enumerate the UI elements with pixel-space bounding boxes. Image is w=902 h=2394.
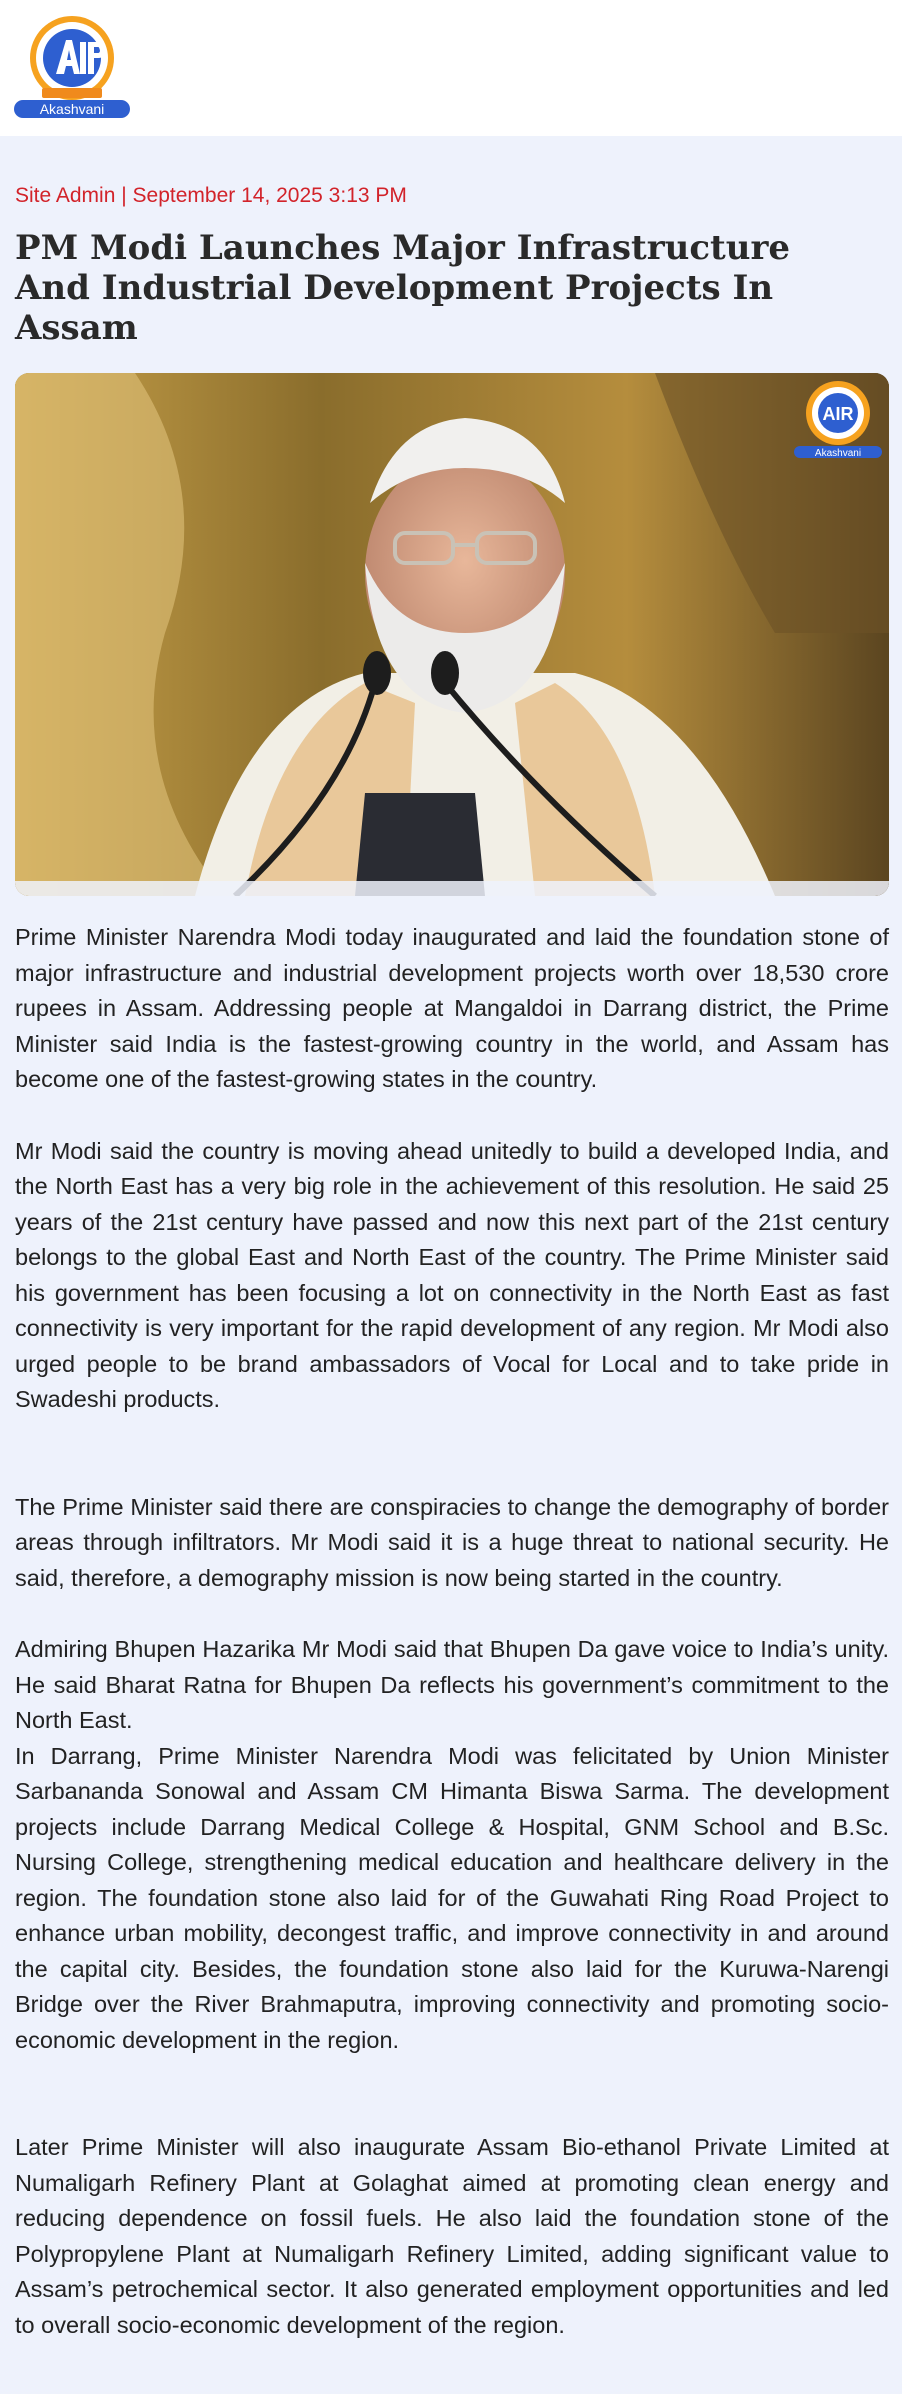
site-header bbox=[0, 0, 902, 136]
logo-wordmark: Akashvani bbox=[14, 100, 130, 118]
article-body bbox=[15, 920, 889, 2343]
air-emblem-icon bbox=[14, 12, 130, 102]
article-hero-image bbox=[15, 373, 889, 896]
publish-date: September 14, 2025 3:13 PM bbox=[132, 184, 407, 207]
akashvani-logo[interactable] bbox=[14, 12, 130, 116]
svg-text:AIR: AIR bbox=[822, 404, 854, 424]
meta-separator: | bbox=[121, 184, 127, 207]
article-paragraph: Admiring Bhupen Hazarika Mr Modi said that Bhupen Da gave voice to India’s unity. He said Bharat Ratna for Bhupen Da reflects his government’s commitment to the North East. bbox=[15, 1636, 889, 1733]
author-link[interactable]: Site Admin bbox=[15, 184, 116, 207]
svg-text:Akashvani: Akashvani bbox=[814, 448, 862, 459]
article-paragraph: Later Prime Minister will also inaugurate Assam Bio-ethanol Private Limited at Numaligarh Refinery Plant at Golaghat aimed at promoting clean energy and reducing dependence on fossil fuels. He also laid the foundation stone of the Polypropylene Plant at Numaligarh Refinery Limited, adding significant value to Assam’s petrochemical sector. It also generated employment opportunities and led to overall socio-economic development of the region. bbox=[15, 2134, 889, 2338]
article-paragraph: The Prime Minister said there are conspiracies to change the demography of border areas through infiltrators. Mr Modi said it is a huge threat to national security. He said, therefore, a demography mission is now being started in the country. bbox=[15, 1493, 889, 1591]
article-paragraph: Mr Modi said the country is moving ahead unitedly to build a developed India, and the North East has a very big role in the achievement of this resolution. He said 25 years of the 21st century have passed and now this next part of the 21st century belongs to the global East and North East of the country. The Prime Minister said his government has been focusing a lot on connectivity in the North East as fast connectivity is very important for the rapid development of any region. Mr Modi also urged people to be brand ambassadors of Vocal for Local and to take pride in Swadeshi products. bbox=[15, 1137, 889, 1412]
article-meta bbox=[15, 184, 407, 208]
article-paragraph: In Darrang, Prime Minister Narendra Modi was felicitated by Union Minister Sarbananda Sonowal and Assam CM Himanta Biswa Sarma. The development projects include Darrang Medical College & Hospital, GNM School and B.Sc. Nursing College, strengthening medical education and healthcare delivery in the region. The foundation stone also laid for of the Guwahati Ring Road Project to enhance urban mobility, decongest traffic, and improve connectivity in and around the capital city. Besides, the foundation stone also laid for the Kuruwa-Narengi Bridge over the River Brahmaputra, improving connectivity and promoting socio-economic development in the region. bbox=[15, 1742, 889, 2053]
article-paragraph: Prime Minister Narendra Modi today inaugurated and laid the foundation stone of major infrastructure and industrial development projects worth over 18,530 crore rupees in Assam. Addressing people at Mangaldoi in Darrang district, the Prime Minister said India is the fastest-growing country in the world, and Assam has become one of the fastest-growing states in the country. bbox=[15, 924, 889, 1092]
article-title: PM Modi Launches Major Infrastructure And Industrial Development Projects In Assam bbox=[15, 228, 791, 348]
